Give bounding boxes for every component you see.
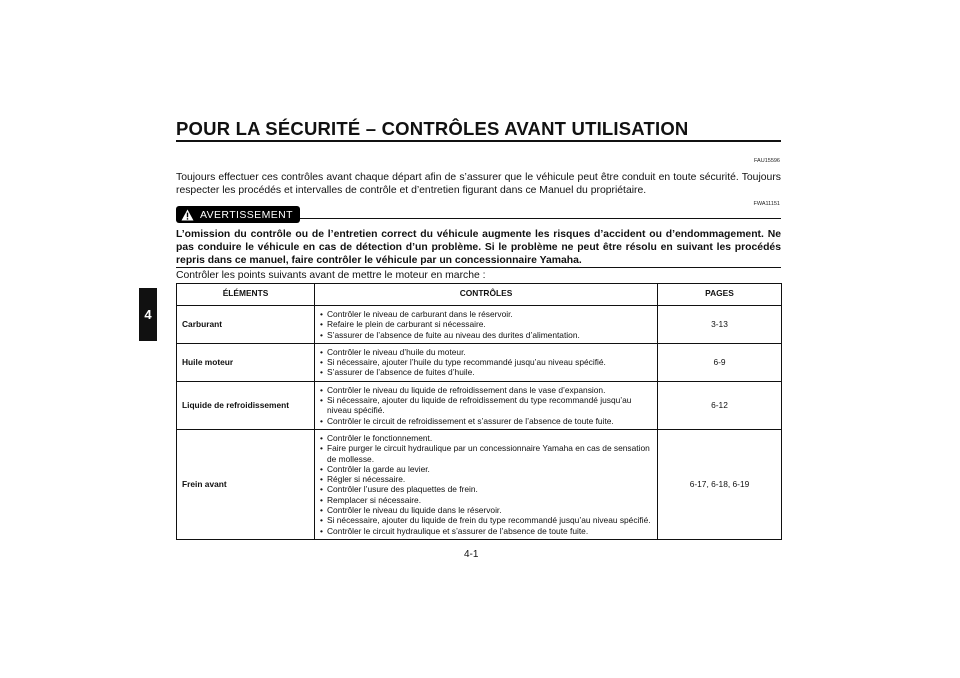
table-row [177, 343, 782, 381]
check-item: • S’assurer de l’absence de fuite au niveau des durites d’alimentation. [320, 330, 652, 340]
check-item: • Refaire le plein de carburant si nécessaire. [320, 319, 652, 329]
check-item: • Contrôler le circuit hydraulique et s’assurer de l’absence de toute fuite. [320, 526, 652, 536]
chapter-tab: 4 [139, 288, 157, 341]
reference-code-warning: FWA11151 [753, 201, 780, 207]
row-pages: 6-12 [658, 381, 782, 429]
check-item: • Contrôler le circuit de refroidissement et s’assurer de l’absence de toute fuite. [320, 416, 652, 426]
lead-sentence: Contrôler les points suivants avant de mettre le moteur en marche : [176, 270, 486, 281]
row-item: Liquide de refroidissement [177, 381, 315, 429]
check-item: • Contrôler le fonctionnement. [320, 433, 652, 443]
check-item: • Contrôler le niveau d’huile du moteur. [320, 347, 652, 357]
warning-text: L’omission du contrôle ou de l’entretien correct du véhicule augmente les risques d’accident ou d’endommagement. Ne pas conduire le véhicule en cas de détection d’un problème. Si le problème ne peut être résolu en suivant les procédés repris dans ce manuel, faire contrôler le véhicule par un concessionnaire Yamaha. [176, 229, 781, 266]
header-controls: CONTRÔLES [315, 284, 658, 306]
check-item: • Remplacer si nécessaire. [320, 495, 652, 505]
check-item: • Contrôler le niveau de carburant dans le réservoir. [320, 309, 652, 319]
check-item: • Contrôler l’usure des plaquettes de frein. [320, 484, 652, 494]
intro-paragraph: Toujours effectuer ces contrôles avant chaque départ afin de s’assurer que le véhicule peut être conduit en toute sécurité. Toujours respecter les procédés et intervalles de contrôle et d’entretien figurant dans ce Manuel du propriétaire. [176, 172, 781, 196]
page-number: 4-1 [464, 549, 479, 560]
check-item: • Régler si nécessaire. [320, 474, 652, 484]
checks-table [176, 283, 782, 540]
row-checks [315, 343, 658, 381]
header-pages: PAGES [658, 284, 782, 306]
check-item: • Si nécessaire, ajouter du liquide de refroidissement du type recommandé jusqu’au niveau spécifié. [320, 395, 652, 416]
row-checks [315, 381, 658, 429]
row-checks [315, 429, 658, 539]
warning-badge [176, 206, 300, 223]
reference-code-intro: FAU15596 [754, 158, 780, 164]
check-item: • Contrôler la garde au levier. [320, 464, 652, 474]
warning-divider [300, 218, 781, 219]
row-pages: 6-17, 6-18, 6-19 [658, 429, 782, 539]
table-row [177, 429, 782, 539]
row-checks [315, 306, 658, 344]
row-pages: 6-9 [658, 343, 782, 381]
check-item: • Si nécessaire, ajouter l’huile du type recommandé jusqu’au niveau spécifié. [320, 357, 652, 367]
row-pages: 3-13 [658, 306, 782, 344]
table-header-row [177, 284, 782, 306]
check-item: • Si nécessaire, ajouter du liquide de frein du type recommandé jusqu’au niveau spécifié. [320, 515, 652, 525]
check-item: • Faire purger le circuit hydraulique par un concessionnaire Yamaha en cas de sensation de mollesse. [320, 443, 652, 464]
warning-label: AVERTISSEMENT [200, 208, 293, 221]
table-row [177, 381, 782, 429]
title-divider [176, 140, 781, 142]
check-item: • Contrôler le niveau du liquide dans le réservoir. [320, 505, 652, 515]
page-title: POUR LA SÉCURITÉ – CONTRÔLES AVANT UTILISATION [176, 118, 689, 139]
check-item: • S’assurer de l’absence de fuites d’huile. [320, 367, 652, 377]
header-elements: ÉLÉMENTS [177, 284, 315, 306]
warning-triangle-icon [181, 209, 194, 221]
row-item: Huile moteur [177, 343, 315, 381]
row-item: Frein avant [177, 429, 315, 539]
check-item: • Contrôler le niveau du liquide de refroidissement dans le vase d’expansion. [320, 385, 652, 395]
warning-header [176, 206, 781, 224]
table-row [177, 306, 782, 344]
row-item: Carburant [177, 306, 315, 344]
warning-bottom-divider [176, 267, 781, 268]
